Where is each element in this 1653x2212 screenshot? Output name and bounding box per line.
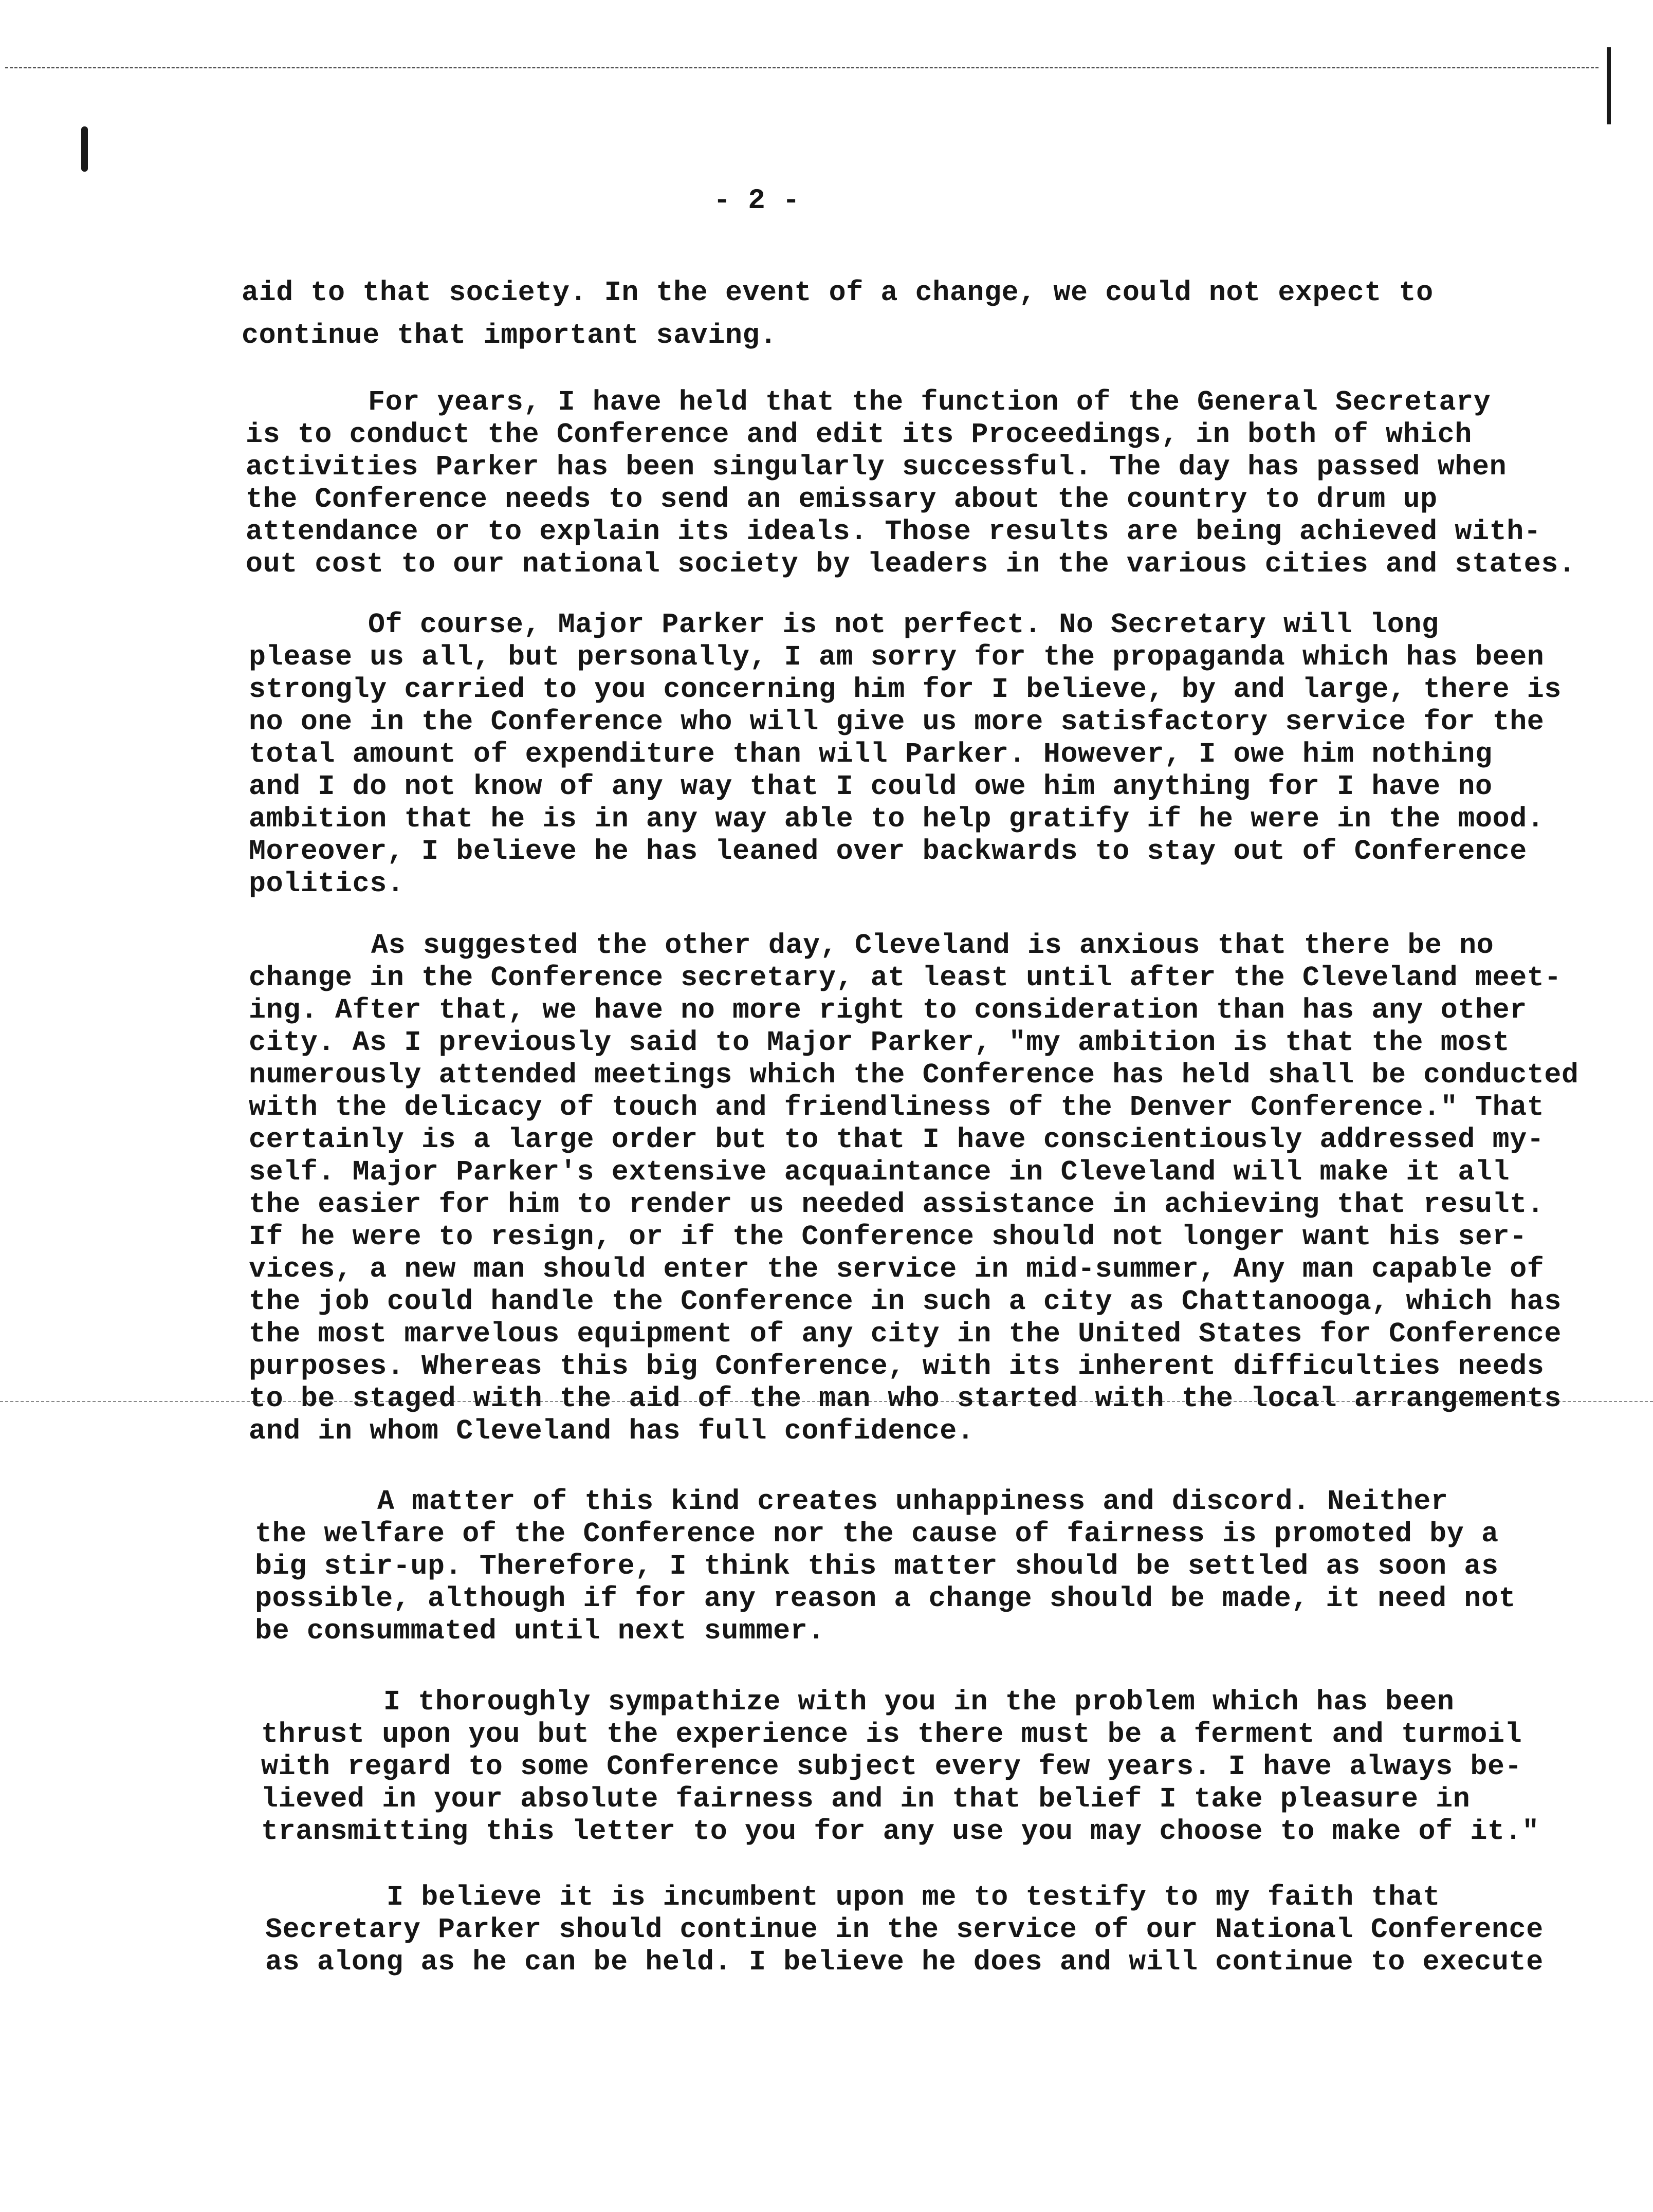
text-line: with regard to some Conference subject every few years. I have always be- — [261, 1750, 1522, 1783]
text-line: is to conduct the Conference and edit its Proceedings, in both of which — [246, 418, 1472, 451]
text-line: certainly is a large order but to that I have conscientiously addressed my- — [249, 1123, 1545, 1156]
text-line: purposes. Whereas this big Conference, with its inherent difficulties needs — [249, 1350, 1545, 1382]
text-line: Of course, Major Parker is not perfect. No Secretary will long — [368, 609, 1439, 641]
text-line: the welfare of the Conference nor the cause of fairness is promoted by a — [255, 1518, 1499, 1550]
text-line: no one in the Conference who will give us more satisfactory service for the — [249, 706, 1545, 738]
text-line: big stir-up. Therefore, I think this matter should be settled as soon as — [255, 1550, 1499, 1582]
text-line: the easier for him to render us needed assistance in achieving that result. — [249, 1188, 1545, 1221]
text-line: continue that important saving. — [242, 319, 777, 352]
scan-edge-mark-left — [81, 126, 88, 172]
text-line: attendance or to explain its ideals. Those results are being achieved with- — [246, 515, 1541, 548]
scan-edge-mark-right — [1607, 47, 1611, 124]
text-line: be consummated until next summer. — [255, 1615, 825, 1647]
text-line: possible, although if for any reason a change should be made, it need not — [255, 1582, 1516, 1615]
text-line: the most marvelous equipment of any city in the United States for Conference — [249, 1318, 1562, 1350]
text-line: ing. After that, we have no more right to consideration than has any other — [249, 994, 1527, 1026]
text-line: strongly carried to you concerning him for I believe, by and large, there is — [249, 673, 1562, 706]
text-line: aid to that society. In the event of a change, we could not expect to — [242, 276, 1434, 309]
text-line: lieved in your absolute fairness and in that belief I take pleasure in — [261, 1783, 1471, 1815]
text-line: I believe it is incumbent upon me to testify to my faith that — [387, 1881, 1440, 1913]
text-line: Moreover, I believe he has leaned over backwards to stay out of Conference — [249, 835, 1527, 868]
text-line: vices, a new man should enter the service in mid-summer, Any man capable of — [249, 1253, 1545, 1285]
text-line: thrust upon you but the experience is there must be a ferment and turmoil — [261, 1718, 1522, 1750]
text-line: to be staged with the aid of the man who started with the local arrangements — [249, 1382, 1562, 1415]
page-number: - 2 - — [713, 184, 800, 217]
text-line: ambition that he is in any way able to help gratify if he were in the mood. — [249, 803, 1545, 835]
text-line: A matter of this kind creates unhappiness and discord. Neither — [377, 1485, 1448, 1518]
text-line: politics. — [249, 868, 405, 900]
text-line: and in whom Cleveland has full confidence. — [249, 1415, 975, 1447]
text-line: transmitting this letter to you for any use you may choose to make of it." — [261, 1815, 1539, 1848]
text-line: For years, I have held that the function of the General Secretary — [368, 386, 1491, 418]
text-line: Secretary Parker should continue in the service of our National Conference — [265, 1913, 1544, 1946]
text-line: with the delicacy of touch and friendliness of the Denver Conference." That — [249, 1091, 1545, 1123]
text-line: the job could handle the Conference in such a city as Chattanooga, which has — [249, 1285, 1562, 1318]
text-line: If he were to resign, or if the Conference should not longer want his ser- — [249, 1221, 1527, 1253]
text-line: the Conference needs to send an emissary about the country to drum up — [246, 483, 1438, 515]
scan-top-rule — [5, 67, 1599, 68]
text-line: out cost to our national society by leaders in the various cities and states. — [246, 548, 1576, 580]
text-line: as along as he can be held. I believe he does and will continue to execute — [265, 1946, 1544, 1978]
text-line: activities Parker has been singularly successful. The day has passed when — [246, 451, 1507, 483]
text-line: city. As I previously said to Major Parker, "my ambition is that the most — [249, 1026, 1510, 1059]
text-line: please us all, but personally, I am sorry for the propaganda which has been — [249, 641, 1545, 673]
text-line: self. Major Parker's extensive acquaintance in Cleveland will make it all — [249, 1156, 1510, 1188]
text-line: change in the Conference secretary, at least until after the Cleveland meet- — [249, 962, 1562, 994]
text-line: and I do not know of any way that I could owe him anything for I have no — [249, 770, 1493, 803]
text-line: total amount of expenditure than will Parker. However, I owe him nothing — [249, 738, 1493, 770]
text-line: I thoroughly sympathize with you in the problem which has been — [383, 1686, 1455, 1718]
text-line: As suggested the other day, Cleveland is anxious that there be no — [371, 929, 1494, 962]
text-line: numerously attended meetings which the Conference has held shall be conducted — [249, 1059, 1579, 1091]
